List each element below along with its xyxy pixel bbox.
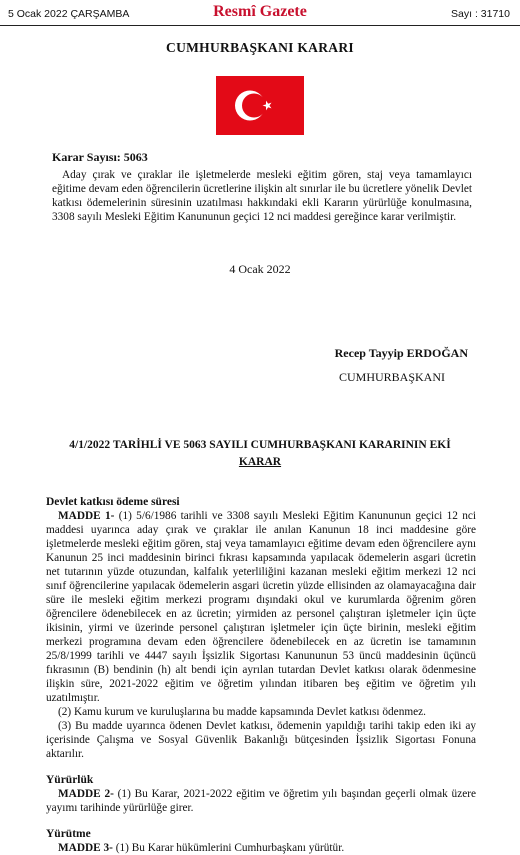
article-paragraph bbox=[46, 509, 476, 705]
article-3 bbox=[46, 827, 476, 855]
header-date: 5 Ocak 2022 ÇARŞAMBA bbox=[8, 8, 130, 20]
article-heading: Yürürlük bbox=[46, 774, 94, 786]
annex-subtitle: KARAR bbox=[238, 456, 282, 468]
issue-number: Sayı : 31710 bbox=[451, 8, 510, 20]
article-1 bbox=[46, 495, 476, 761]
signer-name: Recep Tayyip ERDOĞAN bbox=[334, 346, 468, 360]
article-label: MADDE 1- bbox=[58, 510, 115, 522]
gazette-name: Resmî Gazete bbox=[213, 3, 307, 20]
article-paragraph bbox=[46, 787, 476, 815]
articles-section bbox=[46, 495, 476, 855]
article-heading: Yürütme bbox=[46, 828, 91, 840]
gazette-header bbox=[0, 0, 520, 26]
article-paragraph-text: (1) 5/6/1986 tarihli ve 3308 sayılı Mesleki Eğitim Kanununun geçici 12 nci maddesi uyarınca aday çırak ve çıraklar ile anılan Kanunun 18 inci maddesine göre işletmelerde mesleki eğitim gören, staj veya tamamlayıcı eğitime devam eden öğrencilere aynı Kanunun 25 inci maddesinin birinci fıkrası kapsamında yapılacak ödemelerin asgari ücretin net tutarının yüzde otuzundan, kalfalık yeterliliğini kazanan mesleki eğitim merkezi 12 nci sınıf öğrencilerine yapılacak ödemelerin asgari ücretin yüzde ellisinden az olamayacağına dair süre ile mesleki eğitim merkezi programı dışındaki okul ve kurumlarda öğrenim gören öğrencilere ödenebilecek en az ücretin; yirmiden az personel çalıştıran işletmeler için üçte ikisinin, yirmi ve üzerinde personel çalıştıran işletmeler için üçte birinin, mesleki eğitim merkezi programına devam eden öğrencilere ödenebilecek en az ücretin ise tamamının 25/8/1999 tarihli ve 4447 sayılı İşsizlik Sigortası Kanununun 53 üncü maddesinin üçüncü fıkrasının (B) bendinin (h) alt bendi için ayrılan tutardan Devlet katkısı olarak ödenmesine ilişkin süre, 2021-2022 eğitim ve öğretim yılından itibaren beş eğitim ve öğretim yılı uzatılmıştır. bbox=[46, 510, 476, 704]
article-heading: Devlet katkısı ödeme süresi bbox=[46, 496, 180, 508]
article-paragraph: (2) Kamu kurum ve kuruluşlarına bu madde kapsamında Devlet katkısı ödenmez. bbox=[58, 706, 426, 718]
preamble-text: Aday çırak ve çıraklar ile işletmelerde mesleki eğitim gören, staj veya tamamlayıcı eğitime devam eden öğrencilerin ücretlerine ilişkin alt sınırlar ile bu ücretlere yönelik Devlet katkısı ödemelerinin süresinin uzatılması hakkındaki ekli Kararın yürürlüğe konulmasına, 3308 sayılı Mesleki Eğitim Kanununun geçici 12 nci maddesi gereğince karar verilmiştir. bbox=[52, 169, 472, 223]
article-paragraph: (3) Bu madde uyarınca ödenen Devlet katkısı, ödemenin yapıldığı tarihi takip eden iki ay içerisinde Çalışma ve Sosyal Güvenlik Bakanlığı bütçesinden İşsizlik Sigortası Fonuna aktarılır. bbox=[46, 720, 476, 760]
decision-date: 4 Ocak 2022 bbox=[229, 262, 291, 276]
header-divider bbox=[0, 25, 520, 26]
signer-title: CUMHURBAŞKANI bbox=[339, 370, 446, 384]
annex-title: 4/1/2022 TARİHLİ VE 5063 SAYILI CUMHURBAŞKANI KARARININ EKİ bbox=[69, 439, 451, 451]
article-paragraph-text: (1) Bu Karar hükümlerini Cumhurbaşkanı yürütür. bbox=[115, 842, 345, 854]
article-paragraph bbox=[46, 841, 476, 855]
article-label: MADDE 3- bbox=[58, 842, 113, 854]
article-paragraph-text: (1) Bu Karar, 2021-2022 eğitim ve öğretim yılı başından geçerli olmak üzere yayımı tarihinde yürürlüğe girer. bbox=[46, 788, 476, 814]
turkish-flag-icon bbox=[216, 76, 304, 135]
document-title: CUMHURBAŞKANI KARARI bbox=[166, 40, 354, 55]
article-label: MADDE 2- bbox=[58, 788, 114, 800]
decision-number: Karar Sayısı: 5063 bbox=[52, 150, 148, 164]
article-2 bbox=[46, 773, 476, 815]
